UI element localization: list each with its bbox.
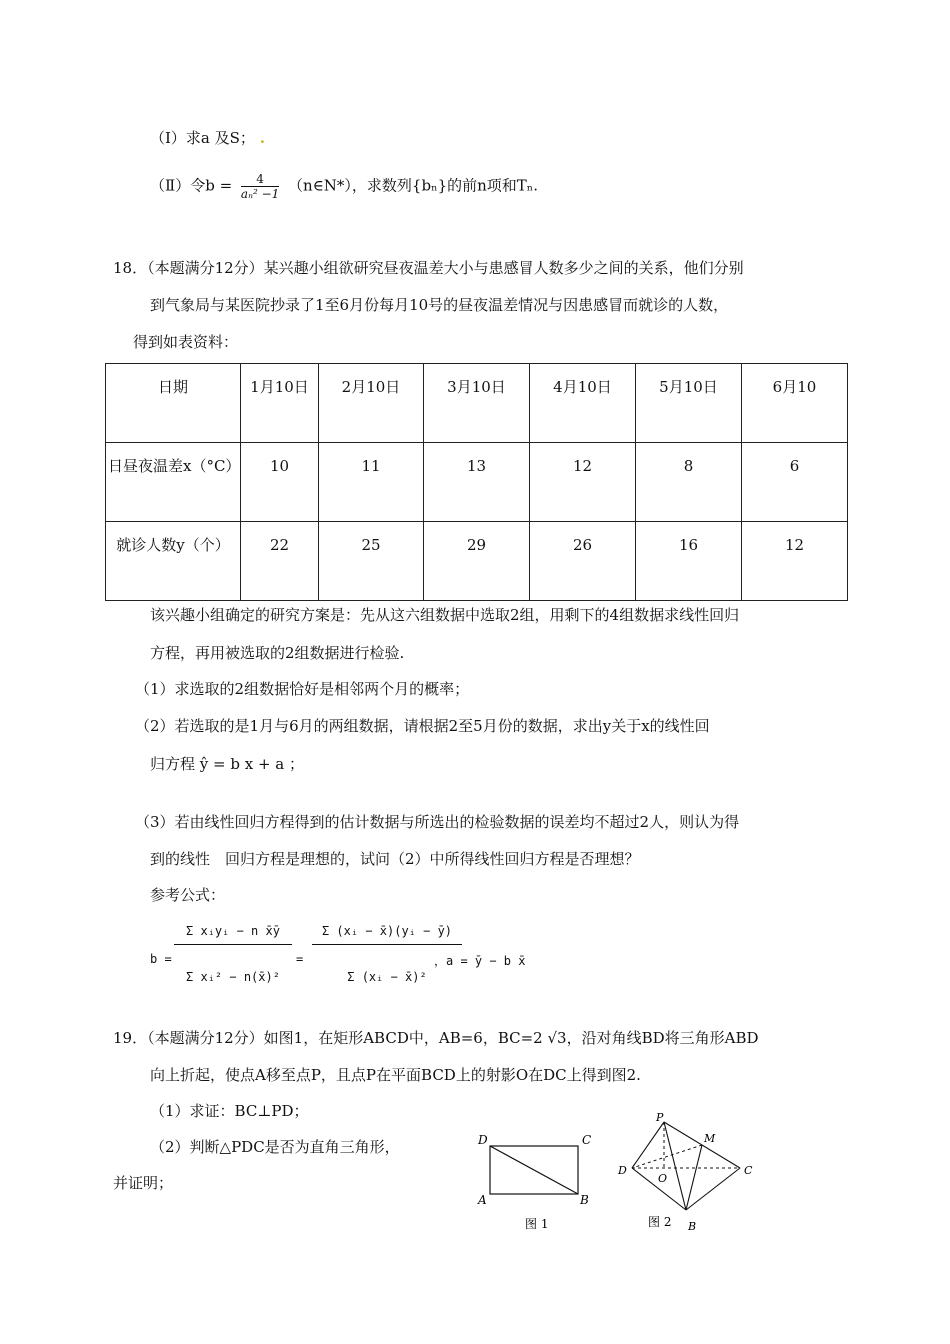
marker-dot: . xyxy=(259,129,265,147)
table-row-header xyxy=(106,364,848,443)
label-m: M xyxy=(704,1132,716,1145)
table-cell: 8 xyxy=(636,443,742,522)
q18-sub3a: （3）若由线性回归方程得到的估计数据与所选出的检验数据的误差均不超过2人，则认为得 xyxy=(135,813,740,831)
table-cell: 11 xyxy=(319,443,424,522)
q18-sub2b: 归方程 ŷ = b x + a ； xyxy=(150,755,304,773)
table-cell: 6月10 xyxy=(742,364,848,443)
formula-a: ，a = ȳ − b x̄ xyxy=(434,954,526,968)
label-b: B xyxy=(580,1193,589,1207)
q17-fraction xyxy=(241,172,279,201)
q19-line1: 19．（本题满分12分）如图1，在矩形ABCD中，AB=6，BC=2 √3，沿对角线BD将三角形ABD xyxy=(113,1029,759,1047)
q17-frac-num: 4 xyxy=(241,172,279,187)
edge-pd xyxy=(632,1122,664,1168)
q18-plan1: 该兴趣小组确定的研究方案是：先从这六组数据中选取2组，用剩下的4组数据求线性回归 xyxy=(150,606,740,624)
table-cell-label: 就诊人数y（个） xyxy=(106,522,241,601)
q18-line2: 到气象局与某医院抄录了1至6月份每月10号的昼夜温差情况与因患感冒而就诊的人数， xyxy=(150,296,729,314)
q18-sub1: （1）求选取的2组数据恰好是相邻两个月的概率； xyxy=(135,680,470,698)
label-d: D xyxy=(478,1133,488,1147)
table-cell: 13 xyxy=(424,443,530,522)
table-cell: 2月10日 xyxy=(319,364,424,443)
table-cell: 16 xyxy=(636,522,742,601)
table-cell: 12 xyxy=(530,443,636,522)
q19-sub2b: 并证明； xyxy=(113,1174,174,1192)
q18-sub2a: （2）若选取的是1月与6月的两组数据，请根据2至5月份的数据，求出y关于x的线性回 xyxy=(135,717,710,735)
table-cell: 10 xyxy=(241,443,319,522)
table-cell: 22 xyxy=(241,522,319,601)
table-cell: 1月10日 xyxy=(241,364,319,443)
label-a: A xyxy=(478,1193,487,1207)
q17-part2-prefix: （Ⅱ）令b = xyxy=(150,176,233,195)
formula-f2-num: Σ (xᵢ − x̄)(yᵢ − ȳ) xyxy=(312,924,462,945)
q17-part1-text: （Ⅰ）求a 及S； xyxy=(150,129,255,147)
table-cell-label: 日昼夜温差x（°C） xyxy=(106,443,241,522)
figure-2 xyxy=(612,1112,762,1238)
formula-eq: = xyxy=(296,952,304,966)
q18-line1: 18．（本题满分12分）某兴趣小组欲研究昼夜温差大小与患感冒人数多少之间的关系，他们分别 xyxy=(113,259,744,277)
q19-sub1: （1）求证：BC⊥PD； xyxy=(150,1102,309,1120)
formula-f1-num: Σ xᵢyᵢ − n x̄ȳ xyxy=(174,924,292,945)
formula-f2-den: Σ (xᵢ − x̄)² xyxy=(347,970,427,984)
q18-ref: 参考公式： xyxy=(150,886,226,904)
formula-f1-den: Σ xᵢ² − n(x̄)² xyxy=(186,970,280,984)
q17-part2-suffix: （n∈N*），求数列{bₙ}的前n项和Tₙ. xyxy=(288,176,539,195)
table-cell: 26 xyxy=(530,522,636,601)
fig1-caption: 图 1 xyxy=(525,1217,549,1231)
table-row-temp xyxy=(106,443,848,522)
table-cell: 日期 xyxy=(106,364,241,443)
figure-1 xyxy=(470,1128,600,1236)
label-b2: B xyxy=(688,1220,697,1233)
edge-bc xyxy=(686,1168,740,1210)
fig2-caption: 图 2 xyxy=(648,1215,672,1229)
q19-sub2a: （2）判断△PDC是否为直角三角形， xyxy=(150,1138,400,1156)
label-c2: C xyxy=(744,1164,753,1177)
table-cell: 12 xyxy=(742,522,848,601)
label-d2: D xyxy=(618,1164,627,1177)
formula-b: b = xyxy=(150,952,172,966)
q17-part1 xyxy=(150,128,265,148)
q17-part2 xyxy=(150,172,538,201)
table-cell: 3月10日 xyxy=(424,364,530,443)
q17-frac-den: aₙ² −1 xyxy=(240,187,280,201)
edge-md-hidden xyxy=(632,1145,702,1168)
q18-plan2: 方程，再用被选取的2组数据进行检验. xyxy=(150,644,405,662)
label-o: O xyxy=(658,1172,668,1185)
edge-pb xyxy=(664,1122,686,1210)
table-cell: 4月10日 xyxy=(530,364,636,443)
table-cell: 29 xyxy=(424,522,530,601)
table-cell: 6 xyxy=(742,443,848,522)
table-cell: 25 xyxy=(319,522,424,601)
edge-mb xyxy=(686,1145,702,1210)
q18-line3: 得到如表资料： xyxy=(133,333,239,351)
q19-line2: 向上折起，使点A移至点P，且点P在平面BCD上的射影O在DC上得到图2. xyxy=(150,1066,641,1084)
data-table xyxy=(105,363,848,601)
table-cell: 5月10日 xyxy=(636,364,742,443)
q18-sub3b: 到的线性 回归方程是理想的，试问（2）中所得线性回归方程是否理想？ xyxy=(150,850,640,868)
regression-formula xyxy=(150,918,530,1002)
diagonal-bd xyxy=(490,1146,578,1194)
label-p: P xyxy=(656,1112,664,1124)
label-c: C xyxy=(582,1133,592,1147)
table-row-patients xyxy=(106,522,848,601)
